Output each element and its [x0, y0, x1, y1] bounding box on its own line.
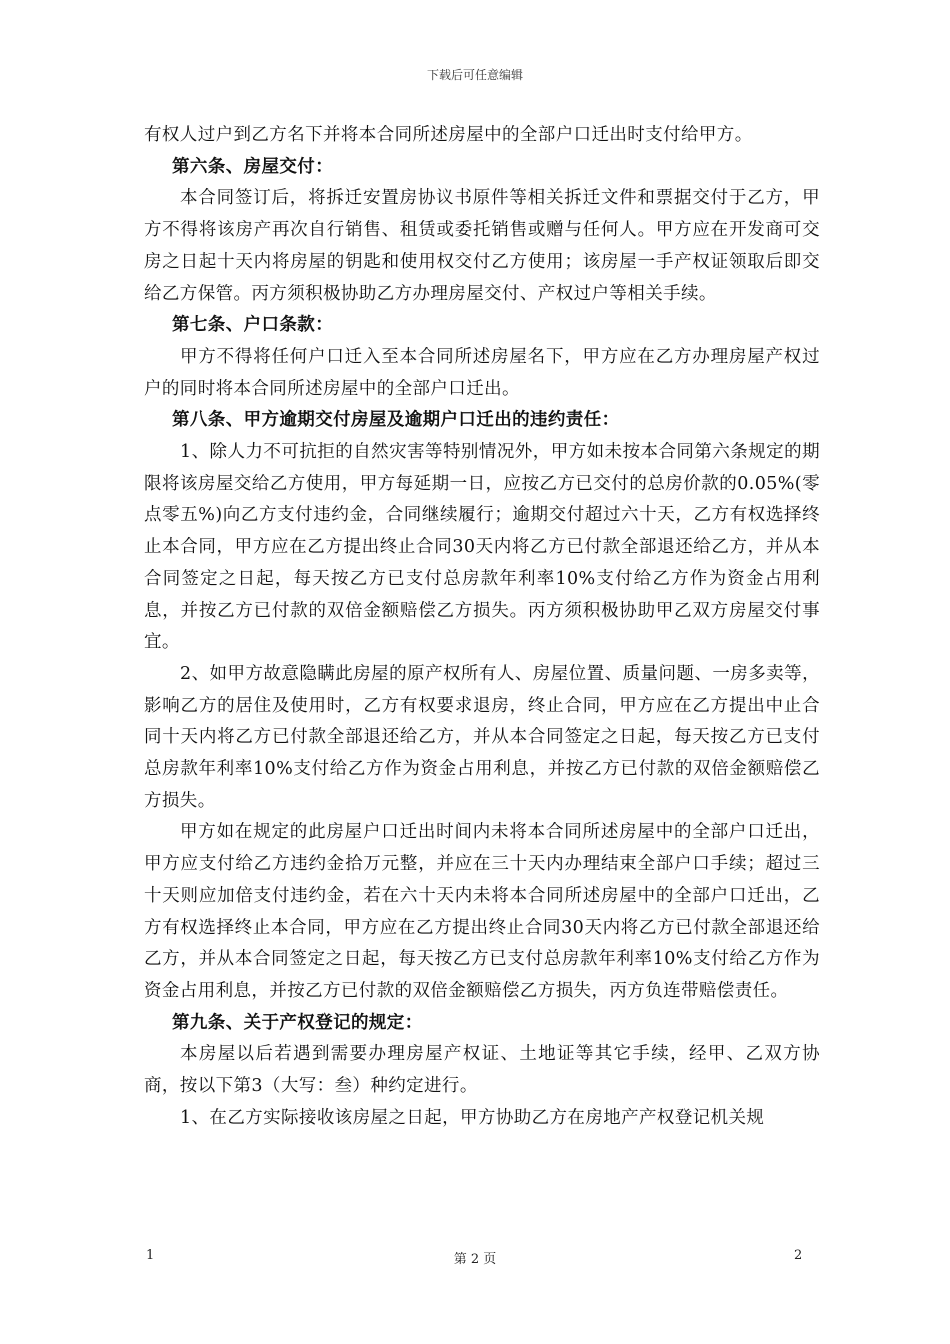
section-heading-9: 第九条、关于产权登记的规定： — [172, 1012, 423, 1033]
paragraph: 2、如甲方故意隐瞒此房屋的原产权所有人、房屋位置、质量问题、一房多卖等，影响乙方的居住及使用时，乙方有权要求退房，终止合同，甲方应在乙方提出中止合同十天内将乙方已付款全部退还给乙方，并从本合同签定之日起，每天按乙方已支付总房款年利率10%支付给乙方作为资金占用利息，并按乙方已付款的双倍金额赔偿乙方损失。 — [144, 663, 820, 811]
paragraph: 1、除人力不可抗拒的自然灾害等特别情况外，甲方如未按本合同第六条规定的期限将该房屋交给乙方使用，甲方每延期一日，应按乙方已交付的总房价款的0.05%(零点零五%)向乙方支付违约金，合同继续履行；逾期交付超过六十天，乙方有权选择终止本合同，甲方应在乙方提出终止合同30天内将乙方已付款全部退还给乙方，并从本合同签定之日起，每天按乙方已支付总房款年利率10%支付给乙方作为资金占用利息，并按乙方已付款的双倍金额赔偿乙方损失。丙方须积极协助甲乙双方房屋交付事宜。 — [144, 442, 820, 653]
paragraph-continuation: 有权人过户到乙方名下并将本合同所述房屋中的全部户口迁出时支付给甲方。 — [144, 125, 753, 145]
paragraph: 本房屋以后若遇到需要办理房屋产权证、土地证等其它手续，经甲、乙双方协商，按以下第3（大写：叁）种约定进行。 — [144, 1044, 820, 1097]
footer-page-label: 第 2 页 — [453, 1252, 497, 1267]
footer-right-number: 2 — [794, 1248, 803, 1263]
paragraph: 甲方如在规定的此房屋户口迁出时间内未将本合同所述房屋中的全部户口迁出，甲方应支付给乙方违约金拾万元整，并应在三十天内办理结束全部户口手续；超过三十天则应加倍支付违约金，若在六十天内未将本合同所述房屋中的全部户口迁出，乙方有权选择终止本合同，甲方应在乙方提出终止合同30天内将乙方已付款全部退还给乙方，并从本合同签定之日起，每天按乙方已支付总房款年利率10%支付给乙方作为资金占用利息，并按乙方已付款的双倍金额赔偿乙方损失，丙方负连带赔偿责任。 — [144, 822, 820, 1001]
paragraph: 本合同签订后，将拆迁安置房协议书原件等相关拆迁文件和票据交付于乙方，甲方不得将该房产再次自行销售、租赁或委托销售或赠与任何人。甲方应在开发商可交房之日起十天内将房屋的钥匙和使用权交付乙方使用；该房屋一手产权证领取后即交给乙方保管。丙方须积极协助乙方办理房屋交付、产权过户等相关手续。 — [144, 188, 820, 304]
paragraph: 1、在乙方实际接收该房屋之日起，甲方协助乙方在房地产产权登记机关规 — [180, 1107, 765, 1128]
section-heading-6: 第六条、房屋交付： — [172, 156, 334, 177]
section-heading-7: 第七条、户口条款： — [172, 315, 334, 336]
footer-left-number: 1 — [146, 1248, 155, 1263]
page-header: 下载后可任意编辑 — [426, 68, 523, 82]
paragraph: 甲方不得将任何户口迁入至本合同所述房屋名下，甲方应在乙方办理房屋产权过户的同时将本合同所述房屋中的全部户口迁出。 — [144, 346, 820, 399]
document-body — [144, 120, 820, 1135]
section-heading-8: 第八条、甲方逾期交付房屋及逾期户口迁出的违约责任： — [172, 410, 620, 431]
